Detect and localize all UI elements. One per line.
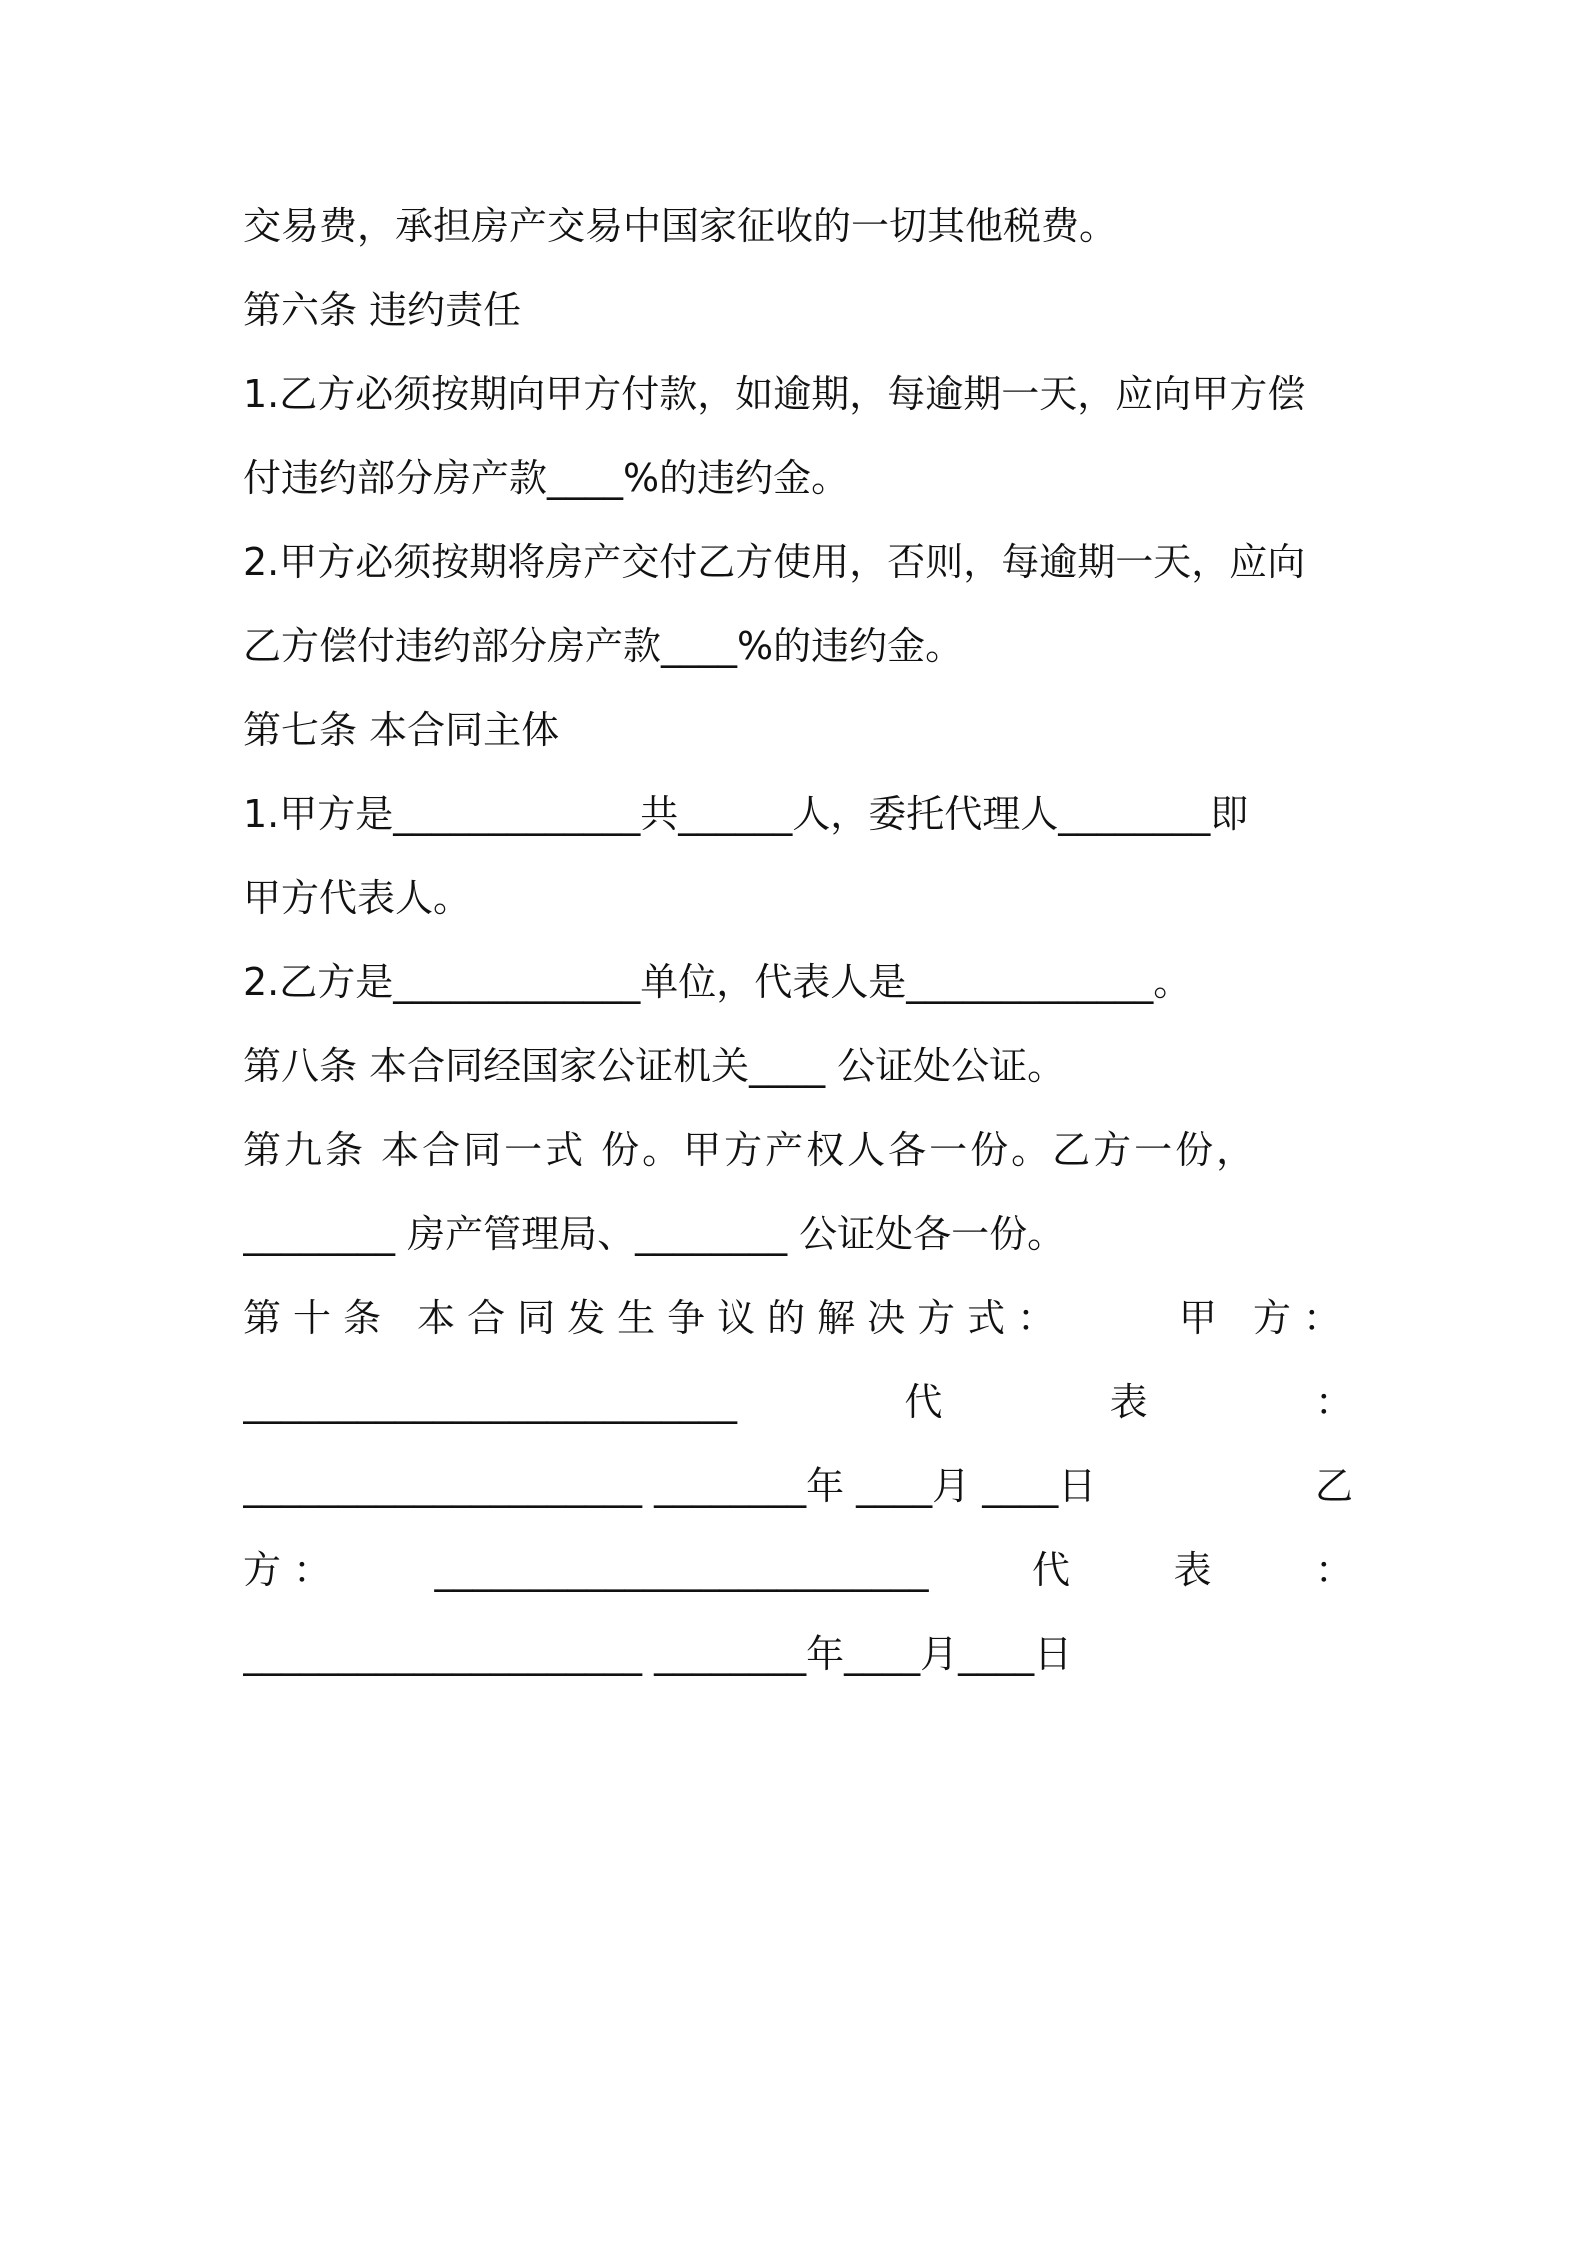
signature-date-line xyxy=(243,1456,1353,1516)
text-line: 2.甲方必须按期将房产交付乙方使用，否则，每逾期一天，应向 xyxy=(243,540,1306,584)
representative-label-char: 表 xyxy=(1173,1548,1212,1592)
text-line: 1.乙方必须按期向甲方付款，如逾期，每逾期一天，应向甲方偿 xyxy=(243,372,1306,416)
article-8-line: 第八条 本合同经国家公证机关____ 公证处公证。 xyxy=(243,1044,1066,1088)
signature-line xyxy=(243,1540,1353,1600)
text-line: ________ 房产管理局、________ 公证处各一份。 xyxy=(243,1212,1066,1256)
text-line: 交易费，承担房产交易中国家征收的一切其他税费。 xyxy=(243,204,1118,248)
representative-label-char: 代 xyxy=(1032,1548,1071,1592)
text-line: 付违约部分房产款____%的违约金。 xyxy=(243,456,850,500)
colon: ： xyxy=(1314,1548,1353,1592)
date-blanks: _____________________ ________年 ____月 ____日 xyxy=(243,1464,1097,1508)
text-line: 甲方代表人。 xyxy=(243,876,472,920)
representative-label-char: 表 xyxy=(1109,1380,1148,1424)
blank-field: __________________________ xyxy=(434,1548,929,1592)
signature-date-line: _____________________ ________年____月____日 xyxy=(243,1632,1073,1676)
article-6-heading: 第六条 违约责任 xyxy=(243,288,522,332)
text-line: 乙方偿付违约部分房产款____%的违约金。 xyxy=(243,624,964,668)
dispute-resolution-label: 第十条 本合同发生争议的解决方式： xyxy=(243,1296,1068,1340)
representative-label-char: 代 xyxy=(904,1380,943,1424)
article-9-line: 第九条 本合同一式 份。甲方产权人各一份。乙方一份， xyxy=(243,1128,1258,1172)
text-line: 1.甲方是_____________共______人，委托代理人________即 xyxy=(243,792,1249,836)
party-b-label-char: 乙 xyxy=(1314,1464,1353,1508)
article-10-line xyxy=(243,1288,1353,1348)
blank-field: __________________________ xyxy=(243,1380,737,1424)
party-a-label: 甲 方： xyxy=(1178,1296,1353,1340)
article-7-heading: 第七条 本合同主体 xyxy=(243,708,560,752)
party-b-label-char: 方 ： xyxy=(243,1548,332,1592)
colon: ： xyxy=(1314,1380,1353,1424)
signature-line xyxy=(243,1372,1353,1432)
text-line: 2.乙方是_____________单位，代表人是_____________。 xyxy=(243,960,1192,1004)
